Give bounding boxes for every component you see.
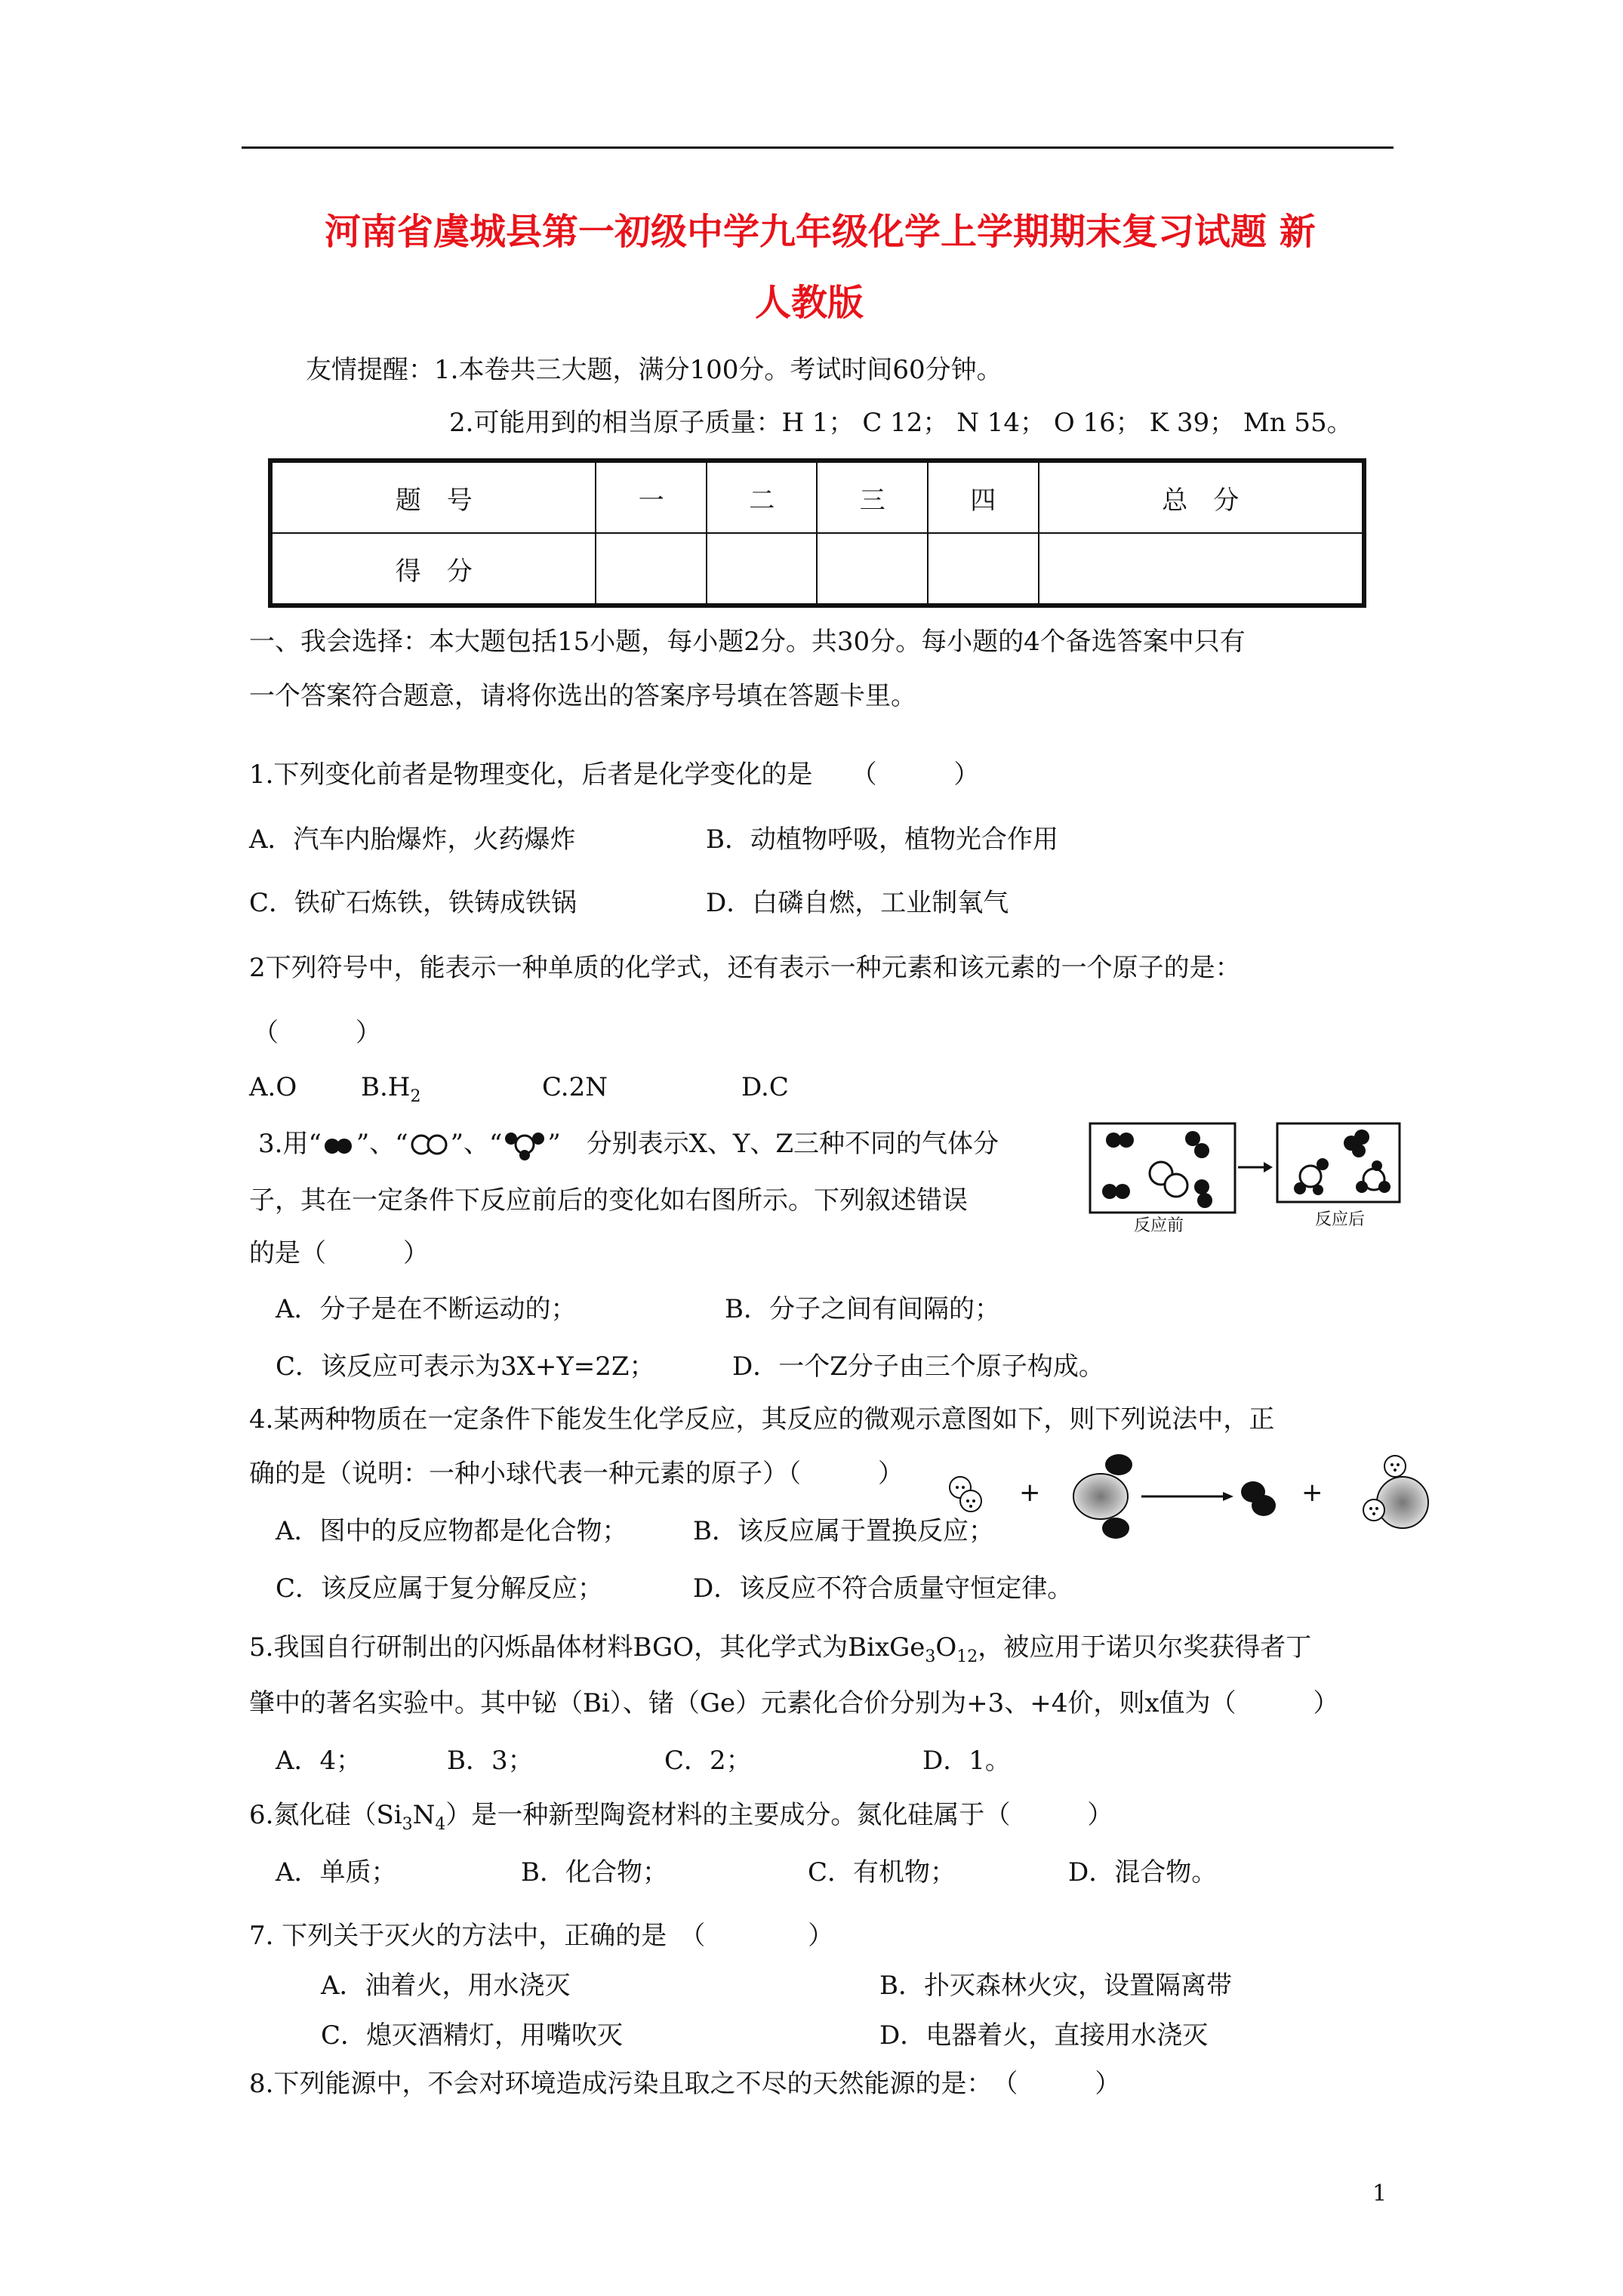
- score-cell-4[interactable]: [928, 533, 1039, 606]
- q8-stem: 8.下列能源中，不会对环境造成污染且取之不尽的天然能源的是： （ ）: [249, 2069, 1121, 2099]
- score-cell-row-label: 得 分: [270, 533, 596, 606]
- q5-line2: 肇中的著名实验中。其中铋（Bi）、锗（Ge）元素化合价分别为+3、+4价，则x值为（ ）: [249, 1688, 1339, 1718]
- q5-line1-prefix: 5.我国自行研制出的闪烁晶体材料BGO，其化学式为BixGe: [249, 1632, 925, 1663]
- q3-suffix: ” 分别表示X、Y、Z三种不同的气体分: [547, 1129, 999, 1159]
- q2-option-b: [361, 1072, 420, 1112]
- document-title-line2: 人教版: [755, 282, 864, 324]
- q6-option-d: D．混合物。: [1068, 1857, 1218, 1888]
- z-molecule-icon: [502, 1128, 547, 1161]
- q5-line1-mid: O: [935, 1632, 957, 1663]
- q6-option-a: A．单质；: [276, 1857, 397, 1888]
- y-molecule-icon: [408, 1133, 451, 1157]
- score-table-score-row: [270, 533, 1364, 606]
- q5-option-b: B．3；: [447, 1746, 534, 1776]
- score-cell-total[interactable]: [1039, 533, 1365, 606]
- q4-plus-1: +: [1019, 1478, 1041, 1508]
- q3-option-b: B．分子之间有间隔的；: [725, 1294, 1000, 1324]
- q7-option-a: A．油着火，用水浇灭: [321, 1971, 571, 2001]
- x-molecule-icon: [322, 1134, 356, 1157]
- q3-option-a: A．分子是在不断运动的；: [276, 1294, 577, 1324]
- reactant-molecule-1: [950, 1477, 981, 1512]
- score-cell-header-2: 二: [707, 461, 818, 533]
- q3-sep1: ”、“: [356, 1129, 408, 1159]
- reactant-molecule-2: [1073, 1454, 1132, 1539]
- q4-option-a: A．图中的反应物都是化合物；: [276, 1516, 628, 1546]
- q1-option-b: B．动植物呼吸，植物光合作用: [706, 824, 1058, 855]
- q4-option-c: C．该反应属于复分解反应；: [276, 1573, 604, 1604]
- q6-subscript-2: 4: [435, 1815, 446, 1834]
- q4-plus-2: +: [1301, 1478, 1323, 1508]
- q6-option-b: B．化合物；: [521, 1857, 668, 1888]
- q4-arrow-head: [1223, 1492, 1233, 1501]
- q6-stem-suffix: ）是一种新型陶瓷材料的主要成分。氮化硅属于（ ）: [445, 1800, 1113, 1830]
- q3-line1: [258, 1128, 999, 1161]
- q5-line1-suffix: ，被应用于诺贝尔奖获得者丁: [978, 1632, 1312, 1663]
- notes-line1: 友情提醒：1.本卷共三大题，满分100分。考试时间60分钟。: [306, 355, 1002, 385]
- q7-option-d: D．电器着火，直接用水浇灭: [879, 2020, 1209, 2051]
- score-cell-2[interactable]: [707, 533, 818, 606]
- q6-option-c: C．有机物；: [808, 1857, 956, 1888]
- q1-stem: 1.下列变化前者是物理变化，后者是化学变化的是 （ ）: [249, 760, 980, 790]
- section1-intro-line1: 一、我会选择：本大题包括15小题，每小题2分。共30分。每小题的4个备选答案中只有: [249, 627, 1246, 657]
- q3-option-d: D．一个Z分子由三个原子构成。: [732, 1351, 1104, 1382]
- reaction-arrow-head: [1264, 1162, 1273, 1173]
- q6-stem-prefix: 6.氮化硅（Si: [249, 1800, 402, 1830]
- q4-option-d: D．该反应不符合质量守恒定律。: [693, 1573, 1073, 1604]
- label-before: 反应前: [1134, 1216, 1184, 1235]
- q4-reaction-diagram: [936, 1450, 1449, 1548]
- score-cell-1[interactable]: [596, 533, 707, 606]
- q5-subscript-2: 12: [956, 1647, 978, 1666]
- q6-stem-mid: N: [412, 1800, 436, 1830]
- product-molecule-1: [1241, 1481, 1276, 1516]
- q6-stem: [249, 1800, 1113, 1840]
- q2-option-b-text: B.H: [361, 1072, 411, 1102]
- score-cell-header-3: 三: [817, 461, 928, 533]
- q3-reaction-diagram: [1087, 1117, 1404, 1238]
- q2-option-d: D.C: [741, 1072, 789, 1102]
- q5-line1: [249, 1632, 1311, 1672]
- product-molecule-2: [1363, 1456, 1428, 1528]
- q3-sep2: ”、“: [450, 1129, 503, 1159]
- score-cell-header-label: 题 号: [270, 461, 596, 533]
- header-rule: [242, 146, 1394, 149]
- q5-subscript-1: 3: [925, 1647, 936, 1666]
- q2-option-b-subscript: 2: [410, 1087, 421, 1106]
- notes-line2: 2.可能用到的相当原子质量：H 1； C 12； N 14； O 16； K 39； Mn 55。: [449, 408, 1353, 438]
- q2-stem: 2下列符号中，能表示一种单质的化学式，还有表示一种元素和该元素的一个原子的是：: [249, 953, 1241, 983]
- q4-option-b: B．该反应属于置换反应；: [693, 1516, 994, 1546]
- q3-prefix: 3.用“: [258, 1129, 322, 1159]
- score-cell-header-4: 四: [928, 461, 1039, 533]
- q1-option-d: D．白磷自燃，工业制氧气: [706, 888, 1009, 918]
- q3-line3: 的是（ ）: [249, 1238, 429, 1268]
- q2-option-a: A.O: [249, 1072, 297, 1102]
- q2-paren: （ ）: [253, 1018, 381, 1048]
- document-title-line1: 河南省虞城县第一初级中学九年级化学上学期期末复习试题 新: [325, 211, 1316, 253]
- q7-option-b: B．扑灭森林火灾，设置隔离带: [879, 1971, 1232, 2001]
- score-table: [268, 458, 1366, 608]
- score-cell-header-1: 一: [596, 461, 707, 533]
- label-after: 反应后: [1315, 1210, 1366, 1229]
- score-cell-3[interactable]: [817, 533, 928, 606]
- q3-option-c: C．该反应可表示为3X+Y=2Z；: [276, 1351, 655, 1382]
- q1-option-a: A．汽车内胎爆炸，火药爆炸: [249, 824, 576, 855]
- q5-option-d: D．1。: [922, 1746, 1011, 1776]
- q5-option-a: A．4；: [276, 1746, 362, 1776]
- q5-option-c: C．2；: [664, 1746, 752, 1776]
- q2-option-c: C.2N: [542, 1072, 608, 1102]
- score-table-header-row: [270, 461, 1364, 533]
- q1-option-c: C．铁矿石炼铁，铁铸成铁锅: [249, 888, 577, 918]
- q6-subscript-1: 3: [402, 1815, 413, 1834]
- q4-line2: 确的是（说明：一种小球代表一种元素的原子）（ ）: [249, 1459, 904, 1489]
- q4-line1: 4.某两种物质在一定条件下能发生化学反应，其反应的微观示意图如下，则下列说法中，正: [249, 1404, 1275, 1435]
- page-number: 1: [1372, 2180, 1387, 2207]
- q7-stem: 7. 下列关于灭火的方法中，正确的是 （ ）: [249, 1921, 834, 1951]
- score-cell-header-total: 总 分: [1039, 461, 1365, 533]
- q3-line2: 子，其在一定条件下反应前后的变化如右图所示。下列叙述错误: [249, 1185, 968, 1216]
- q7-option-c: C．熄灭酒精灯，用嘴吹灭: [321, 2020, 624, 2051]
- section1-intro-line2: 一个答案符合题意，请将你选出的答案序号填在答题卡里。: [249, 681, 916, 711]
